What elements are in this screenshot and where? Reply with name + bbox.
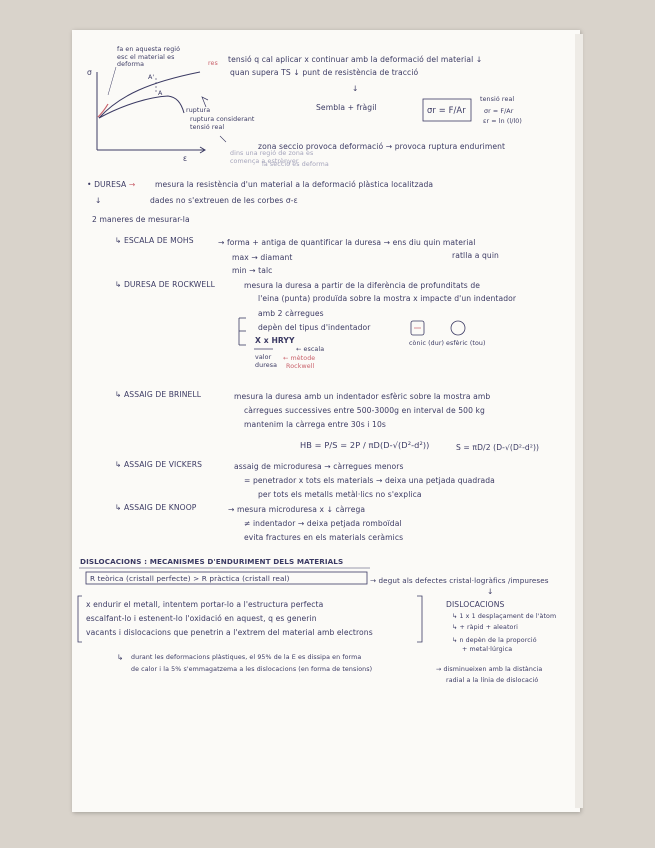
duresa-title: DURESA xyxy=(94,180,127,189)
mohs-title: ESCALA DE MOHS xyxy=(123,236,194,245)
mohs-max: max → diamant xyxy=(232,253,293,262)
brinell-l1: mesura la duresa amb un indentador esfèric sobre la mostra amb xyxy=(234,392,491,401)
knoop-l2: ≠ indentador → deixa petjada romboïdal xyxy=(244,519,402,528)
left-bracket xyxy=(78,596,82,642)
right-note-5: zona seccio provoca deformació → provoca ruptura enduriment xyxy=(258,142,506,151)
duresa-heading: • DURESA → xyxy=(87,180,136,189)
graph-point-a-prime: A' xyxy=(148,74,155,81)
dislocations-right-3: ↳ n depèn de la proporció xyxy=(452,637,537,644)
rockwell-l7: valor xyxy=(255,354,272,361)
duresa-arrow: ↓ xyxy=(95,196,102,205)
knoop-l3: evita fractures en els materials ceràmics xyxy=(244,533,404,542)
brinell-formula: HB = P/S = 2P / πD(D-√(D²-d²)) xyxy=(300,440,430,450)
tension-real-label: tensió real xyxy=(480,96,515,103)
duresa-def-2: dades no s'extreuen de les corbes σ-ε xyxy=(150,196,298,205)
bracket-line-3: vacants i dislocacions que penetrin a l'extrem del material amb electrons xyxy=(86,628,373,637)
rockwell-l3: amb 2 càrregues xyxy=(258,309,324,318)
vickers-heading: ↳ ASSAIG DE VICKERS xyxy=(115,460,203,469)
dislocations-arrow-down: ↓ xyxy=(487,587,494,596)
vickers-l3: per tots els metalls metàl·lics no s'explica xyxy=(258,490,422,499)
mohs-desc: → forma + antiga de quantificar la duresa → ens diu quin material xyxy=(218,238,476,247)
rockwell-heading: ↳ DURESA DE ROCKWELL xyxy=(115,280,215,289)
rockwell-l2: l'eina (punta) produïda sobre la mostra x impacte d'un indentador xyxy=(258,294,517,303)
rockwell-l6: ← escala xyxy=(296,346,325,353)
rockwell-l8: duresa xyxy=(255,362,278,369)
vickers-l2: = penetrador x tots els materials → deixa una petjada quadrada xyxy=(244,476,495,485)
dislocations-right-1: ↳ 1 x 1 desplaçament de l'àtom xyxy=(452,613,557,620)
spherical-indenter-sketch xyxy=(451,321,465,335)
mohs-min: min → talc xyxy=(232,266,273,275)
rockwell-l1: mesura la duresa a partir de la diferència de profunditats de xyxy=(244,281,481,290)
dislocations-right-title: DISLOCACIONS xyxy=(446,600,505,609)
rockwell-l10: Rockwell xyxy=(286,363,315,370)
final-line-1: durant les deformacions plàstiques, el 95% de la E es dissipa en forma xyxy=(131,654,362,661)
rockwell-spherical: esfèric (tou) xyxy=(446,340,486,347)
brinell-title: ASSAIG DE BRINELL xyxy=(123,390,202,399)
rockwell-l4: depèn del tipus d'indentador xyxy=(258,323,371,332)
right-note-6: la seccio es deforma xyxy=(262,161,329,168)
dislocations-box-after: → degut als defectes cristal·logràfics /impureses xyxy=(370,576,549,585)
right-note-4: Sembla + fràgil xyxy=(316,103,377,112)
rockwell-l9: ← mètode xyxy=(283,355,316,362)
graph-note-below: ruptura considerant tensió real xyxy=(190,116,255,131)
mohs-heading: ↳ ESCALA DE MOHS xyxy=(115,236,194,245)
mohs-desc-2: ratlla a quin xyxy=(452,251,499,260)
dislocations-right-4: + metal·lúrgica xyxy=(462,646,513,653)
graph-label-red: res xyxy=(208,60,218,67)
brinell-l2: càrregues successives entre 500-3000g en interval de 500 kg xyxy=(244,406,485,415)
right-note-3: ↓ xyxy=(352,84,359,93)
graph-note-bottom: dins una regió de zona es comença a estrènyer xyxy=(230,150,314,165)
brinell-l3: mantenim la càrrega entre 30s i 10s xyxy=(244,420,386,429)
right-bracket xyxy=(417,596,422,642)
graph-point-a: A xyxy=(158,90,163,97)
right-note-2: quan supera TS ↓ punt de resistència de tracció xyxy=(230,68,419,77)
engineering-stress-curve xyxy=(99,96,184,118)
final-line-2: de calor i la 5% s'emmagatzema a les dislocacions (en forma de tensions) xyxy=(131,666,373,673)
final-arrow: ↳ xyxy=(117,653,124,662)
knoop-l1: → mesura microduresa x ↓ càrrega xyxy=(228,505,366,514)
dislocations-right-2: ↳ + ràpid + aleatori xyxy=(452,624,519,631)
graph-y-label: σ xyxy=(87,68,92,77)
rockwell-conical: cònic (dur) xyxy=(409,340,445,347)
true-stress-eq: σr = F/Ar xyxy=(484,108,514,115)
rockwell-l5: X x HRYY xyxy=(255,336,295,345)
dislocations-box-text: R teòrica (cristall perfecte) > R pràctica (cristall real) xyxy=(90,574,290,583)
rockwell-title: DURESA DE ROCKWELL xyxy=(123,280,215,289)
dislocations-title: DISLOCACIONS : MECANISMES D'ENDURIMENT DELS MATERIALS xyxy=(80,557,344,566)
true-stress-formula: σr = F/Ar xyxy=(427,105,466,115)
vickers-title: ASSAIG DE VICKERS xyxy=(123,460,203,469)
right-note-1: tensió q cal aplicar x continuar amb la deformació del material ↓ xyxy=(228,55,483,64)
graph-note-top: fa en aquesta regió esc el material es deforma xyxy=(117,46,181,68)
final-line-3: → disminueixen amb la distància xyxy=(436,666,543,673)
brinell-formula-2: S = πD/2 (D-√(D²-d²)) xyxy=(456,443,540,452)
graph-x-label: ε xyxy=(183,154,188,163)
true-strain-eq: εr = ln (l/l0) xyxy=(483,118,522,125)
knoop-heading: ↳ ASSAIG DE KNOOP xyxy=(115,503,197,512)
knoop-title: ASSAIG DE KNOOP xyxy=(123,503,197,512)
duresa-methods: 2 maneres de mesurar-la xyxy=(92,215,190,224)
bracket-line-1: x endurir el metall, intentem portar-lo a l'estructura perfecta xyxy=(86,600,324,609)
final-line-4: radial a la línia de dislocació xyxy=(446,677,539,684)
brinell-heading: ↳ ASSAIG DE BRINELL xyxy=(115,390,202,399)
vickers-l1: assaig de microduresa → càrregues menors xyxy=(234,462,404,471)
graph-note-right: ruptura xyxy=(186,107,211,114)
bracket-line-2: escalfant-lo i estenent-lo l'oxidació en aquest, q es generin xyxy=(86,614,317,623)
duresa-def-1: mesura la resistència d'un material a la deformació plàstica localitzada xyxy=(155,180,434,189)
